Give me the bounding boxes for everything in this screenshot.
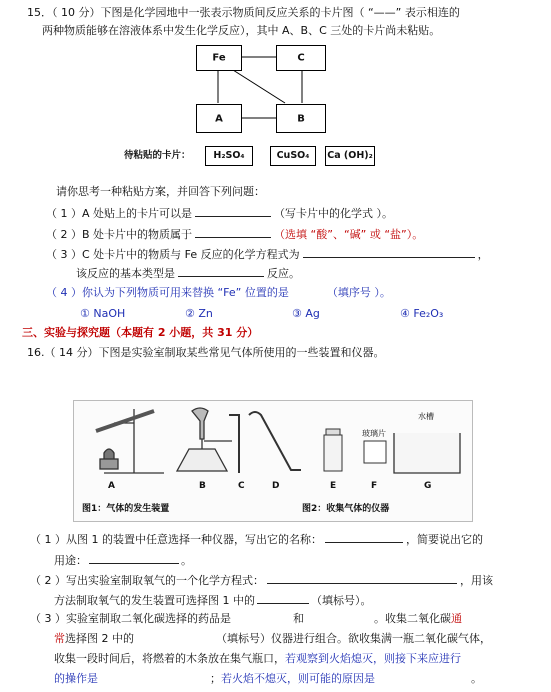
answer-blank[interactable]: [257, 592, 309, 604]
card-c: C: [276, 45, 326, 71]
answer-blank[interactable]: [325, 531, 403, 543]
q15-line2: 两种物质能够在溶液体系中发生化学反应），其中 A、B、C 三处的卡片尚未粘贴。: [42, 24, 441, 37]
q16-part3: （ 3 ）实验室制取二氧化碳选择的药品是 和 。收集二氧化碳通: [30, 612, 462, 625]
water-trough-label: 水槽: [418, 412, 434, 421]
label-a: A: [108, 481, 115, 491]
card-fe: Fe: [196, 45, 242, 71]
answer-blank[interactable]: [178, 265, 264, 277]
reaction-card-diagram: [0, 0, 551, 170]
card-h2so4: H₂SO₄: [205, 146, 253, 166]
q15-part3: （ 3 ）C 处卡片中的物质与 Fe 反应的化学方程式为 ，: [46, 248, 489, 261]
label-e: E: [330, 481, 337, 491]
label-g: G: [424, 481, 432, 491]
option-4: ④ Fe₂O₃: [400, 307, 444, 320]
glass-plate-label: 玻璃片: [362, 429, 386, 438]
answer-blank[interactable]: [195, 226, 271, 238]
figure1-caption: 图1：气体的发生装置: [82, 504, 170, 514]
cards-label: 待粘贴的卡片：: [124, 150, 191, 161]
label-c: C: [238, 481, 245, 491]
q15-intro: 请你思考一种粘贴方案，并回答下列问题：: [56, 185, 265, 198]
q16-part2: （ 2 ）写出实验室制取氧气的一个化学方程式： ，用该: [30, 574, 493, 587]
label-d: D: [272, 481, 280, 491]
card-b: B: [276, 104, 326, 133]
card-caoh2: Ca (OH)₂: [325, 146, 375, 166]
q15-part4: （ 4 ）你认为下列物质可用来替换 “Fe” 位置的是 （填序号 ）。: [46, 286, 391, 299]
section-3-heading: 三、实验与探究题（本题有 2 小题，共 31 分）: [22, 326, 259, 339]
answer-blank[interactable]: [267, 572, 457, 584]
q16-part3c: 收集一段时间后，将燃着的木条放在集气瓶口，若观察到火焰熄灭，则接下来应进行: [54, 652, 461, 665]
option-3: ③ Ag: [292, 307, 320, 320]
q16-part3d: 的操作是 ；若火焰不熄灭，则可能的原因是 。: [54, 672, 482, 685]
figure2-caption: 图2：收集气体的仪器: [302, 504, 390, 514]
q16-part1: （ 1 ）从图 1 的装置中任意选择一种仪器，写出它的名称： ，简要说出它的: [30, 533, 483, 546]
q16-line1: 16.（ 14 分）下图是实验室制取某些常见气体所使用的一些装置和仪器。: [27, 346, 385, 359]
card-a: A: [196, 104, 242, 133]
q16-part1b: 用途： 。: [54, 554, 192, 567]
q16-part2b: 方法制取氧气的发生装置可选择图 1 中的 （填标号）。: [54, 594, 372, 607]
option-1: ① NaOH: [80, 307, 126, 320]
q15-part1: （ 1 ）A 处贴上的卡片可以是 （写卡片中的化学式 ）。: [46, 207, 394, 220]
answer-blank[interactable]: [195, 205, 271, 217]
card-cuso4: CuSO₄: [270, 146, 316, 166]
label-b: B: [199, 481, 206, 491]
q15-line1: 15．（ 10 分）下图是化学园地中一张表示物质间反应关系的卡片图（ “——” 表示相连的: [27, 6, 460, 19]
label-f: F: [371, 481, 378, 491]
q15-part2: （ 2 ）B 处卡片中的物质属于 （选填 “酸”、“碱” 或 “盐”）。: [46, 228, 424, 241]
apparatus-figure: [73, 400, 473, 522]
option-2: ② Zn: [185, 307, 213, 320]
q16-part3b: 常选择图 2 中的 （填标号）仪器进行组合。欲收集满一瓶二氧化碳气体，: [54, 632, 491, 645]
answer-blank[interactable]: [89, 552, 179, 564]
q15-part3b: 该反应的基本类型是 反应。: [76, 267, 300, 280]
answer-blank[interactable]: [303, 246, 475, 258]
